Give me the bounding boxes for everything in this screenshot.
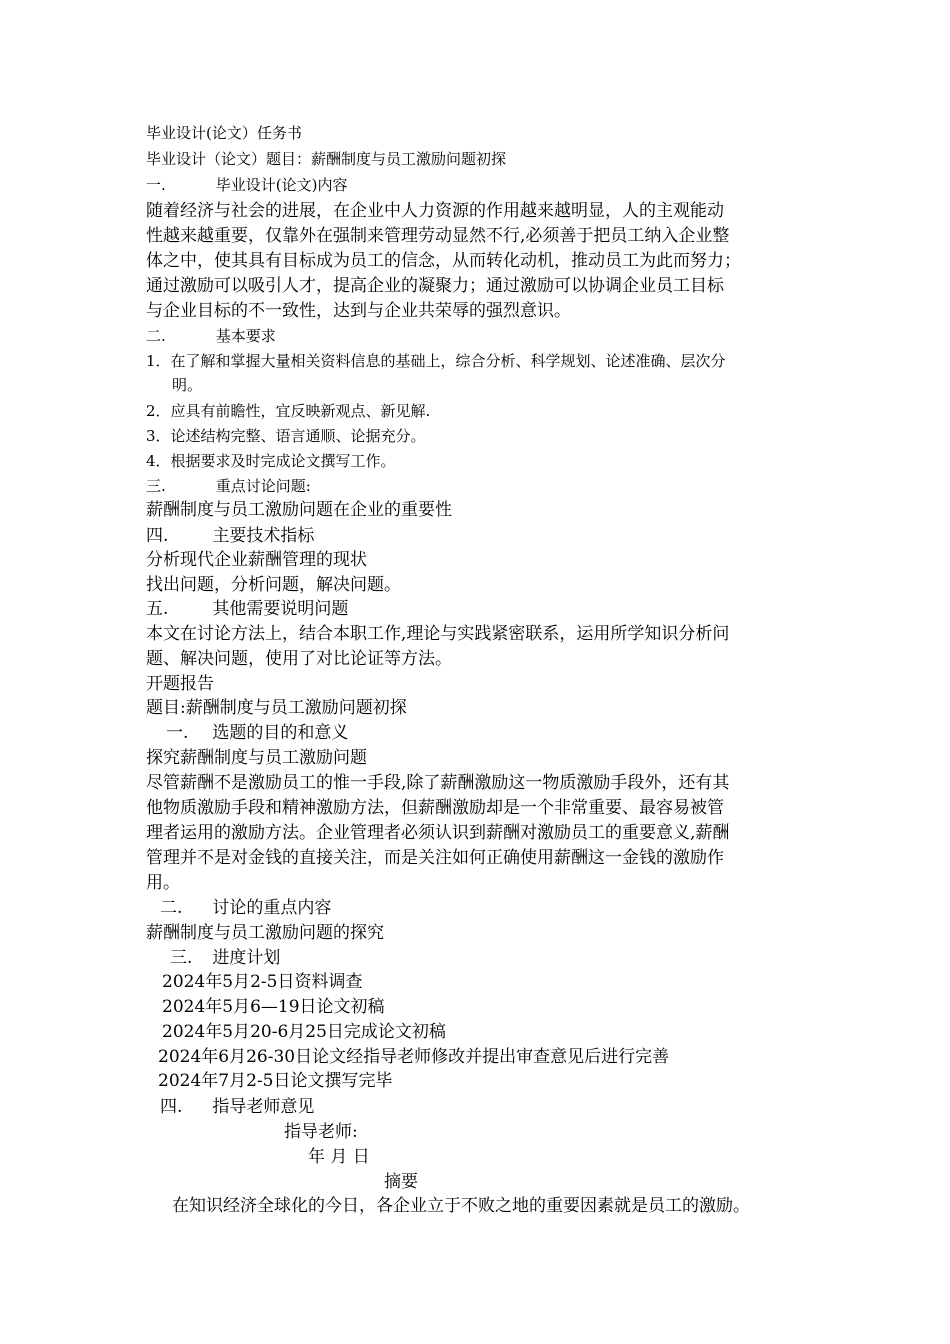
task-section-3-body: 薪酬制度与员工激励问题在企业的重要性 [146, 500, 452, 520]
section-number: 四. [160, 1097, 183, 1117]
task-section-1-body-line: 通过激励可以吸引人才，提高企业的凝聚力；通过激励可以协调企业员工目标 [146, 276, 724, 296]
schedule-item: 2024年5月20-6月25日完成论文初稿 [162, 1022, 446, 1042]
report-section-4-heading [160, 1099, 314, 1116]
section-number: 四. [146, 526, 169, 546]
task-title: 毕业设计(论文）任务书 [146, 124, 302, 142]
task-section-1-body-line: 体之中，使其具有目标成为员工的信念，从而转化动机，推动员工为此而努力； [146, 251, 741, 271]
task-section-5-body-line: 题、解决问题，使用了对比论证等方法。 [146, 649, 452, 669]
section-title: 主要技术指标 [212, 526, 315, 546]
task-section-3-heading [146, 479, 311, 494]
requirement-4: 4．根据要求及时完成论文撰写工作。 [146, 452, 396, 470]
section-number: 三. [170, 948, 193, 968]
schedule-item: 2024年7月2-5日论文撰写完毕 [158, 1071, 393, 1091]
task-section-5-body-line: 本文在讨论方法上，结合本职工作,理论与实践紧密联系，运用所学知识分析问 [146, 624, 730, 644]
section-number: 三. [146, 477, 166, 495]
section-title: 讨论的重点内容 [212, 898, 332, 918]
task-section-4-body-line: 找出问题，分析问题，解决问题。 [146, 575, 401, 595]
requirement-1-continued: 明。 [172, 376, 203, 394]
section-title: 基本要求 [215, 327, 276, 345]
report-topic: 题目:薪酬制度与员工激励问题初探 [146, 698, 407, 718]
report-section-1-subtitle: 探究薪酬制度与员工激励问题 [146, 748, 367, 768]
section-number: 一. [146, 176, 166, 194]
advisor-label: 指导老师: [284, 1122, 358, 1142]
section-number: 二. [160, 898, 183, 918]
schedule-item: 2024年5月2-5日资料调查 [162, 972, 363, 992]
requirement-3: 3．论述结构完整、语言通顺、论据充分。 [146, 427, 426, 445]
abstract-first-line: 在知识经济全球化的今日，各企业立于不败之地的重要因素就是员工的激励。 [172, 1196, 750, 1216]
requirement-1: 1．在了解和掌握大量相关资料信息的基础上，综合分析、科学规划、论述准确、层次分 [146, 352, 726, 370]
report-section-1-body-line: 尽管薪酬不是激励员工的惟一手段,除了薪酬激励这一物质激励手段外，还有其 [146, 773, 730, 793]
section-title: 其他需要说明问题 [212, 599, 349, 619]
report-section-1-heading [166, 725, 348, 742]
section-number: 一. [166, 723, 189, 743]
task-topic: 毕业设计（论文）题目：薪酬制度与员工激励问题初探 [146, 150, 507, 168]
task-section-4-heading [146, 528, 314, 545]
report-section-2-heading [160, 900, 331, 917]
section-title: 重点讨论问题: [215, 477, 311, 495]
task-section-1-body-line: 性越来越重要，仅靠外在强制来管理劳动显然不行,必须善于把员工纳入企业整 [146, 226, 730, 246]
task-section-1-heading [146, 178, 348, 193]
schedule-item: 2024年5月6—19日论文初稿 [162, 997, 385, 1017]
requirement-2: 2．应具有前瞻性，宜反映新观点、新见解. [146, 402, 431, 420]
task-section-2-heading [146, 329, 276, 344]
task-section-5-heading [146, 601, 348, 618]
section-number: 二. [146, 327, 166, 345]
section-title: 指导老师意见 [212, 1097, 315, 1117]
report-section-1-body-line: 他物质激励手段和精神激励方法，但薪酬激励却是一个非常重要、最容易被管 [146, 798, 724, 818]
report-section-3-heading [170, 950, 280, 967]
task-section-1-body-line: 与企业目标的不一致性，达到与企业共荣辱的强烈意识。 [146, 301, 571, 321]
task-section-4-body-line: 分析现代企业薪酬管理的现状 [146, 550, 367, 570]
report-title: 开题报告 [146, 674, 214, 694]
section-title: 毕业设计(论文)内容 [215, 176, 348, 194]
abstract-title: 摘要 [384, 1172, 418, 1192]
report-section-1-body-line: 理者运用的激励方法。企业管理者必须认识到薪酬对激励员工的重要意义,薪酬 [146, 823, 730, 843]
report-section-1-body-line: 管理并不是对金钱的直接关注，而是关注如何正确使用薪酬这一金钱的激励作 [146, 848, 724, 868]
section-title: 选题的目的和意义 [212, 723, 349, 743]
date-label: 年 月 日 [308, 1147, 370, 1167]
schedule-item: 2024年6月26-30日论文经指导老师修改并提出审查意见后进行完善 [158, 1047, 670, 1067]
task-section-1-body-line: 随着经济与社会的进展，在企业中人力资源的作用越来越明显，人的主观能动 [146, 201, 724, 221]
report-section-1-body-line: 用。 [146, 873, 180, 893]
section-number: 五. [146, 599, 169, 619]
section-title: 进度计划 [212, 948, 281, 968]
report-section-2-body: 薪酬制度与员工激励问题的探究 [146, 923, 384, 943]
